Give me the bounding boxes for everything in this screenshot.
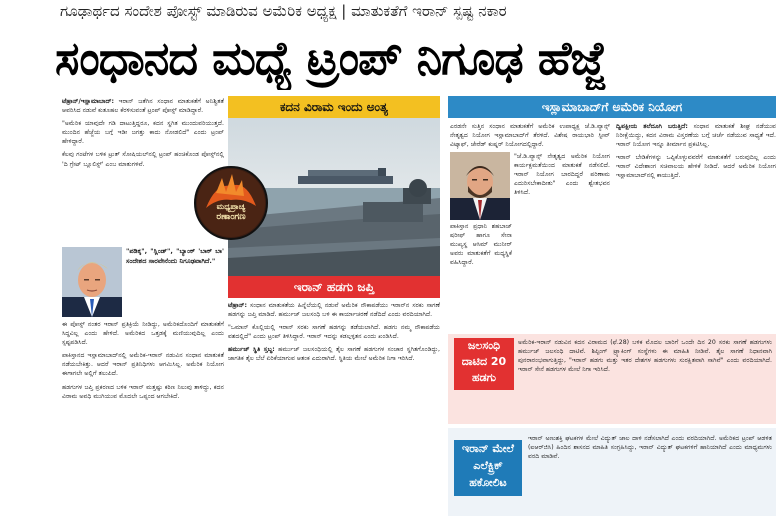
energy-title-1: ಇರಾನ್ ಮೇಲೆ [462, 442, 514, 455]
right-subhead: ದ್ವಿಪಕ್ಷೀಯ ತಲೆದೂಗಿ ಬರುತ್ತಿದೆ: [616, 123, 688, 130]
right-text-d [616, 122, 776, 332]
left-dateline: ಟೆಹ್ರಾನ್/ಇಸ್ಲಾಮಾಬಾದ್: [62, 98, 114, 105]
left-para-3: ಕೆಲವು ಗಂಟೆಗಳ ಬಳಿಕ ಟ್ರುತ್ ಸೋಷಿಯಲ್‌ನಲ್ಲಿ ಟ್ರಂಪ್ ಹಂಚಿಕೊಂಡ ಪೋಸ್ಟ್‌ನಲ್ಲಿ 'ದಿ ಗ್ರೇಟ್ ಬ್ಲೂಲಿಸ್ಟ್' ಎಂಬ ಮಾತುಗಳಿವೆ. [62, 151, 224, 168]
right-para-3: ಪಾಕಿಸ್ತಾನ ಪ್ರಧಾನಿ ಶಹಬಾಜ್ ಷರೀಫ್ ಹಾಗೂ ಸೇನಾ ಮುಖ್ಯಸ್ಥ ಆಸಿಮ್ ಮುನೀರ್ ಅವರು ಮಾತುಕತೆಗೆ ಮಧ್ಯಸ್ಥಿಕೆ ವಹಿಸಿದ್ದಾರೆ. [450, 223, 512, 267]
hormuz-title-1: ಜಲಸಂಧಿ [467, 339, 501, 352]
vance-photo [450, 152, 510, 220]
ship-photo-caption: ಇರಾನ್ ಹಡಗು ಜಪ್ತಿ [228, 276, 440, 298]
middle-dateline: ಟೆಹ್ರಾನ್: [228, 302, 247, 309]
hormuz-box-title [454, 338, 514, 390]
energy-box-text: ಇರಾನ್ ಅಣುಶಕ್ತಿ ಘಟಕಗಳ ಮೇಲೆ ವಿದ್ಯುತ್ ಜಾಲ ದಾಳಿ ನಡೆಸಲಾಗಿದೆ ಎಂದು ವರದಿಯಾಗಿದೆ. ಅಮೆರಿಕದ ಟ್ರಂಪ್ ಆಡಳಿತ (ಐಆರ್‌ಜಿಸಿ) ಹಿಂದಿನ ಶಾಸನದ ಮಾಹಿತಿ ಸಂಗ್ರಹಿಸಿದ್ದು, ಇರಾನ್ ವಿದ್ಯುತ್ ಘಟಕಗಳಿಗೆ ಹಾನಿಯಾಗಿದೆ ಎಂದು ಮಾಧ್ಯಮಗಳು ವರದಿ ಮಾಡಿವೆ. [528, 435, 772, 461]
middle-subhead: ಹರ್ಮುಜ್ ಸ್ಥಿತಿ ಸ್ತಬ್ಧ: [228, 346, 275, 354]
middle-para-3: ಹರ್ಮುಜ್ ಜಲಸಂಧಿಯಲ್ಲಿ ತೈಲ ಸಾಗಣೆ ಹಡಗುಗಳ ಸಂಚಾರ ಸ್ಥಗಿತಗೊಂಡಿದ್ದು, ಜಾಗತಿಕ ತೈಲ ಬೆಲೆ ಏರಿಕೆಯಾಗುವ ಆತಂಕ ಎದುರಾಗಿದೆ. ಸ್ಥಿತಿಯ ಮೇಲೆ ಅಮೆರಿಕ ನಿಗಾ ಇರಿಸಿದೆ. [228, 346, 440, 363]
energy-title-2: ಎಲೆಕ್ಟ್ರಿಕ್ [473, 459, 503, 472]
right-text-b [514, 152, 610, 332]
left-para-6: ಹಡಗುಗಳ ಜಪ್ತಿ ಪ್ರಕರಣದ ಬಳಿಕ ಇರಾನ್ ಮತ್ತಷ್ಟು ಕಠಿಣ ನಿಲುವು ತಾಳಿದ್ದು, ಕದನ ವಿರಾಮ ಅವಧಿ ಮುಗಿಯುವ ಮೊದಲೇ ಒಪ್ಪಂದ ಆಗಬೇಕಿದೆ. [62, 383, 224, 400]
war-logo [194, 166, 268, 240]
left-para-5: ಪಾಕಿಸ್ತಾನದ ಇಸ್ಲಾಮಾಬಾದ್‌ನಲ್ಲಿ ಅಮೆರಿಕ-ಇರಾನ್ ನಡುವಿನ ಸಂಧಾನ ಮಾತುಕತೆ ನಡೆಯಬೇಕಿತ್ತು. ಆದರೆ ಇರಾನ್ ಪ್ರತಿನಿಧಿಗಳು ಆಗಮಿಸಿಲ್ಲ. ಅಮೆರಿಕ ನಿಯೋಗ ಈಗಾಗಲೇ ಅಲ್ಲಿಗೆ ತಲುಪಿದೆ. [62, 352, 224, 378]
left-column-lower [62, 320, 224, 516]
logo-line-2: ರಣಾಂಗಣ [216, 212, 246, 222]
left-para-1: ಇರಾನ್ ಜತೆಗಿನ ಸಂಧಾನ ಮಾತುಕತೆಗೆ ಅನಿಶ್ಚಿತತೆ ಆವರಿಸಿದ ನಡುವೆ ಕುತೂಹಲ ಕೆರಳಿಸುವಂತೆ ಟ್ರಂಪ್ ಪೋಸ್ಟ್ ಮಾಡಿದ್ದಾರೆ. [62, 98, 224, 115]
logo-line-1: ಮಧ್ಯಪ್ರಾಚ್ಯ [216, 202, 246, 211]
hormuz-title-3: ಹಡಗು [471, 371, 497, 384]
left-para-2: "ಅಮೆರಿಕ ಯಾವುದೇ ಗಡಿ ದಾಟುತ್ತಿದ್ದರೂ, ಕದನ ಸ್ಥಗಿತ ಮುಂದುವರಿಯುತ್ತದೆ. ಮುಂದಿನ ಹೆಜ್ಜೆಯ ಬಗ್ಗೆ ಇಡೀ ಜಗತ್ತು ಕಾದು ನೋಡಲಿದೆ" ಎಂದು ಟ್ರಂಪ್ ಹೇಳಿದ್ದಾರೆ. [62, 120, 224, 146]
kicker: ಗೂಢಾರ್ಥದ ಸಂದೇಶ ಪೋಸ್ಟ್ ಮಾಡಿರುವ ಅಮೆರಿಕ ಅಧ್ಯಕ್ಷ | ಮಾತುಕತೆಗೆ ಇರಾನ್ ಸ್ಪಷ್ಟ ನಕಾರ [60, 2, 507, 20]
right-para-5: ಇರಾನ್ ಬೇಡಿಕೆಗಳನ್ನು ಒಪ್ಪಿಕೊಳ್ಳುವವರೆಗೆ ಮಾತುಕತೆಗೆ ಬರುವುದಿಲ್ಲ ಎಂದು ಇರಾನ್ ವಿದೇಶಾಂಗ ಸಚಿವಾಲಯ ಹೇಳಿಕೆ ನೀಡಿದೆ. ಆದರೆ ಅಮೆರಿಕ ನಿಯೋಗ ಇಸ್ಲಾಮಾಬಾದ್‌ನಲ್ಲಿ ಕಾಯುತ್ತಿದೆ. [616, 154, 776, 180]
right-para-4: ಸಂಧಾನ ಮಾತುಕತೆ ಶೀಘ್ರ ನಡೆಯುವ ನಿರೀಕ್ಷೆಯಿದ್ದು, ಕದನ ವಿರಾಮ ವಿಸ್ತರಣೆಯ ಬಗ್ಗೆ ಚರ್ಚೆ ನಡೆಯುವ ಸಾಧ್ಯತೆ ಇದೆ. ಇರಾನ್ ನಿಯೋಗ ಇನ್ನೂ ತೀರ್ಮಾನ ಪ್ರಕಟಿಸಿಲ್ಲ. [616, 123, 776, 149]
middle-column-text [228, 301, 440, 516]
left-quote: "ಪಡಿಕ್ಕ", "ಸ್ಲಿಂಡ್", "ಬ್ಯಾಂಕ್ 'ಬಾಕ್ ಬಾ' ಸಂದೇಶದ ಸಾರವೇನೆಂದು ನಿಗೂಢವಾಗಿದೆ." [126, 247, 224, 265]
energy-box-title [454, 440, 522, 496]
trump-photo [62, 247, 122, 317]
ceasefire-band: ಕದನ ವಿರಾಮ ಇಂದು ಅಂತ್ಯ [228, 96, 440, 118]
left-para-4: ಈ ಪೋಸ್ಟ್ ನಂತರ ಇರಾನ್ ಪ್ರತಿಕ್ರಿಯೆ ನೀಡಿದ್ದು, ಅಮೆರಿಕದೊಂದಿಗೆ ಮಾತುಕತೆಗೆ ಸಿದ್ಧವಿಲ್ಲ ಎಂದು ಹೇಳಿದೆ. ಅಮೆರಿಕದ ಒತ್ತಡಕ್ಕೆ ಮಣಿಯುವುದಿಲ್ಲ ಎಂದು ಸ್ಪಷ್ಟಪಡಿಸಿದೆ. [62, 321, 224, 347]
delegation-band: ಇಸ್ಲಾಮಾಬಾದ್‌ಗೆ ಅಮೆರಿಕ ನಿಯೋಗ [448, 96, 776, 118]
right-para-1a: ಎರಡನೇ ಸುತ್ತಿನ ಸಂಧಾನ ಮಾತುಕತೆಗೆ ಅಮೆರಿಕ ಉಪಾಧ್ಯಕ್ಷ ಜೆ.ಡಿ.ವ್ಯಾನ್ಸ್ ನೇತೃತ್ವದ ನಿಯೋಗ ಇಸ್ಲಾಮಾಬಾದ್‌ಗೆ ತೆರಳಿದೆ. ವಿಶೇಷ ರಾಯಭಾರಿ ಸ್ಟೀವ್ ವಿಟ್ಕಾಫ್, ಜೇರೆಡ್ ಕುಷ್ನರ್ ನಿಯೋಗದಲ್ಲಿದ್ದಾರೆ. [450, 123, 610, 149]
middle-para-1: ಸಂಧಾನ ಮಾತುಕತೆಯ ಹಿನ್ನೆಲೆಯಲ್ಲಿ ನಡುವೆ ಅಮೆರಿಕ ನೌಕಾಪಡೆಯು ಇರಾನ್‌ನ ಸರಕು ಸಾಗಣೆ ಹಡಗನ್ನು ಜಪ್ತಿ ಮಾಡಿದೆ. ಹರ್ಮುಜ್ ಜಲಸಂಧಿ ಬಳಿ ಈ ಕಾರ್ಯಾಚರಣೆ ನಡೆದಿದೆ ಎಂದು ವರದಿಯಾಗಿದೆ. [228, 302, 440, 319]
hormuz-title-2: ದಾಟಿದ 20 [461, 355, 507, 368]
middle-para-2: "ಒಮಾನ್ ಕೊಲ್ಲಿಯಲ್ಲಿ ಇರಾನ್ ಸರಕು ಸಾಗಣೆ ಹಡಗನ್ನು ತಡೆಯಲಾಗಿದೆ. ಹಡಗು ನಮ್ಮ ನೌಕಾಪಡೆಯ ವಶದಲ್ಲಿದೆ" ಎಂದು ಟ್ರಂಪ್ ತಿಳಿಸಿದ್ದಾರೆ. ಇರಾನ್ ಇದನ್ನು ಕಡಲ್ಗಳ್ಳತನ ಎಂದು ಖಂಡಿಸಿದೆ. [228, 324, 440, 341]
right-text-c [450, 222, 512, 332]
hormuz-box-text: ಅಮೆರಿಕ-ಇರಾನ್ ನಡುವಿನ ಕದನ ವಿರಾಮದ (ಫೆ.28) ಬಳಿಕ ಮೊದಲ ಬಾರಿಗೆ ಒಂದೇ ದಿನ 20 ಸರಕು ಸಾಗಣೆ ಹಡಗುಗಳು ಹರ್ಮುಜ್ ಜಲಸಂಧಿ ದಾಟಿವೆ. ಶಿಪ್ಪಿಂಗ್ ಟ್ರ್ಯಾಕಿಂಗ್ ಸಂಸ್ಥೆಗಳು ಈ ಮಾಹಿತಿ ನೀಡಿವೆ. ತೈಲ ಸಾಗಣೆ ನಿಧಾನವಾಗಿ ಪುನರಾರಂಭವಾಗುತ್ತಿದ್ದು, "ಇರಾನ್ ಹಡಗು ಮತ್ತು ಇತರ ದೇಶಗಳ ಹಡಗುಗಳು ಸುರಕ್ಷಿತವಾಗಿ ಸಾಗಿವೆ" ಎಂದು ವರದಿಯಾಗಿದೆ. ಇರಾನ್ ಸೇನೆ ಹಡಗುಗಳ ಮೇಲೆ ನಿಗಾ ಇರಿಸಿದೆ. [518, 339, 772, 374]
right-text-a [450, 122, 610, 150]
page-headline: ಸಂಧಾನದ ಮಧ್ಯೆ ಟ್ರಂಪ್ ನಿಗೂಢ ಹೆಜ್ಜೆ [55, 31, 606, 85]
energy-title-3: ಹಕೋಲಿಟ [469, 476, 507, 489]
right-para-2: "ಜೆ.ಡಿ.ವ್ಯಾನ್ಸ್ ನೇತೃತ್ವದ ಅಮೆರಿಕ ನಿಯೋಗ ಕಾರ್ಯಕ್ಷಮತೆಯಿಂದ ಮಾತುಕತೆ ನಡೆಸಲಿದೆ. ಇರಾನ್ ನಿಯೋಗ ಬಾರದಿದ್ದರೆ ಪರಿಣಾಮ ಎದುರಿಸಬೇಕಾದೀತು" ಎಂದು ಶ್ವೇತಭವನ ತಿಳಿಸಿದೆ. [514, 153, 610, 197]
